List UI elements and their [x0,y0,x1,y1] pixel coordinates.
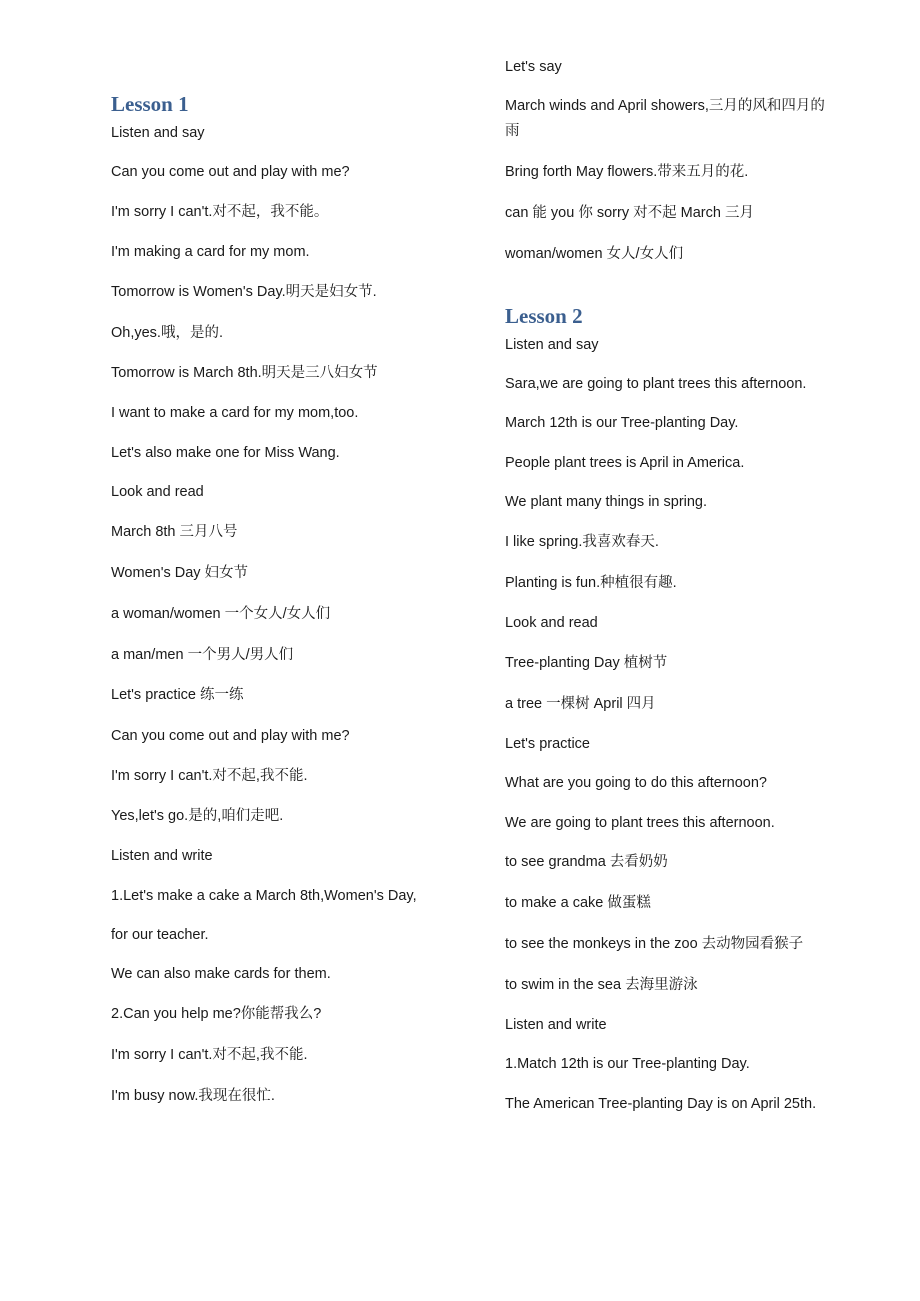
lesson-2-heading: Lesson 2 [505,304,583,328]
text-line: Can you come out and play with me? [111,164,350,180]
text-line: Sara,we are going to plant trees this afternoon. [505,376,807,392]
text-line: I want to make a card for my mom,too. [111,405,359,421]
text-line: woman/women 女人/女人们 [505,246,684,262]
text-line: Tomorrow is Women's Day.明天是妇女节. [111,284,377,300]
text-line: What are you going to do this afternoon? [505,775,767,791]
text-line: a man/men 一个男人/男人们 [111,647,294,663]
text-line: a tree 一棵树 April 四月 [505,696,656,712]
text-line: Women's Day 妇女节 [111,565,249,581]
text-line: 雨 [505,123,520,139]
text-line: to see grandma 去看奶奶 [505,854,668,870]
text-line: I'm sorry I can't.对不起,我不能. [111,1047,308,1063]
text-line: I'm sorry I can't.对不起,我不能. [111,768,308,784]
text-line: Listen and write [111,848,213,864]
text-line: to swim in the sea 去海里游泳 [505,977,698,993]
text-line: Bring forth May flowers.带来五月的花. [505,164,749,180]
text-line: We plant many things in spring. [505,494,708,510]
text-line: Let's also make one for Miss Wang. [111,445,340,461]
text-line: to make a cake 做蛋糕 [505,895,651,911]
text-line: Tomorrow is March 8th.明天是三八妇女节 [111,365,378,381]
text-line: March winds and April showers,三月的风和四月的 [505,98,825,114]
text-line: 1.Match 12th is our Tree-planting Day. [505,1056,750,1072]
text-line: Listen and write [505,1017,607,1033]
text-line: Look and read [505,615,598,631]
text-line: March 8th 三月八号 [111,524,238,540]
text-line: Listen and say [505,337,599,353]
text-line: We are going to plant trees this afternoon. [505,815,775,831]
text-line: Yes,let's go.是的,咱们走吧. [111,808,284,824]
text-line: March 12th is our Tree-planting Day. [505,415,739,431]
text-line: Let's practice 练一练 [111,687,244,703]
text-line: can 能 you 你 sorry 对不起 March 三月 [505,205,754,221]
text-line: Look and read [111,484,204,500]
text-line: People plant trees is April in America. [505,455,745,471]
text-line: Let's say [505,59,562,75]
text-line: I'm sorry I can't.对不起，我不能。 [111,204,329,220]
text-line: I'm busy now.我现在很忙. [111,1088,275,1104]
text-line: I'm making a card for my mom. [111,244,310,260]
text-line: to see the monkeys in the zoo 去动物园看猴子 [505,936,804,952]
text-line: I like spring.我喜欢春天. [505,534,659,550]
text-line: Let's practice [505,736,590,752]
text-line: Planting is fun.种植很有趣. [505,575,677,591]
text-line: 1.Let's make a cake a March 8th,Women's Day, [111,888,417,904]
text-line: The American Tree-planting Day is on April 25th. [505,1096,817,1112]
text-line: 2.Can you help me?你能帮我么? [111,1006,322,1022]
text-line: Can you come out and play with me? [111,728,350,744]
text-line: for our teacher. [111,927,209,943]
text-line: Oh,yes.哦，是的. [111,325,223,341]
text-line: We can also make cards for them. [111,966,331,982]
text-line: Tree-planting Day 植树节 [505,655,668,671]
text-line: Listen and say [111,125,205,141]
lesson-1-heading: Lesson 1 [111,92,189,116]
text-line: a woman/women 一个女人/女人们 [111,606,331,622]
